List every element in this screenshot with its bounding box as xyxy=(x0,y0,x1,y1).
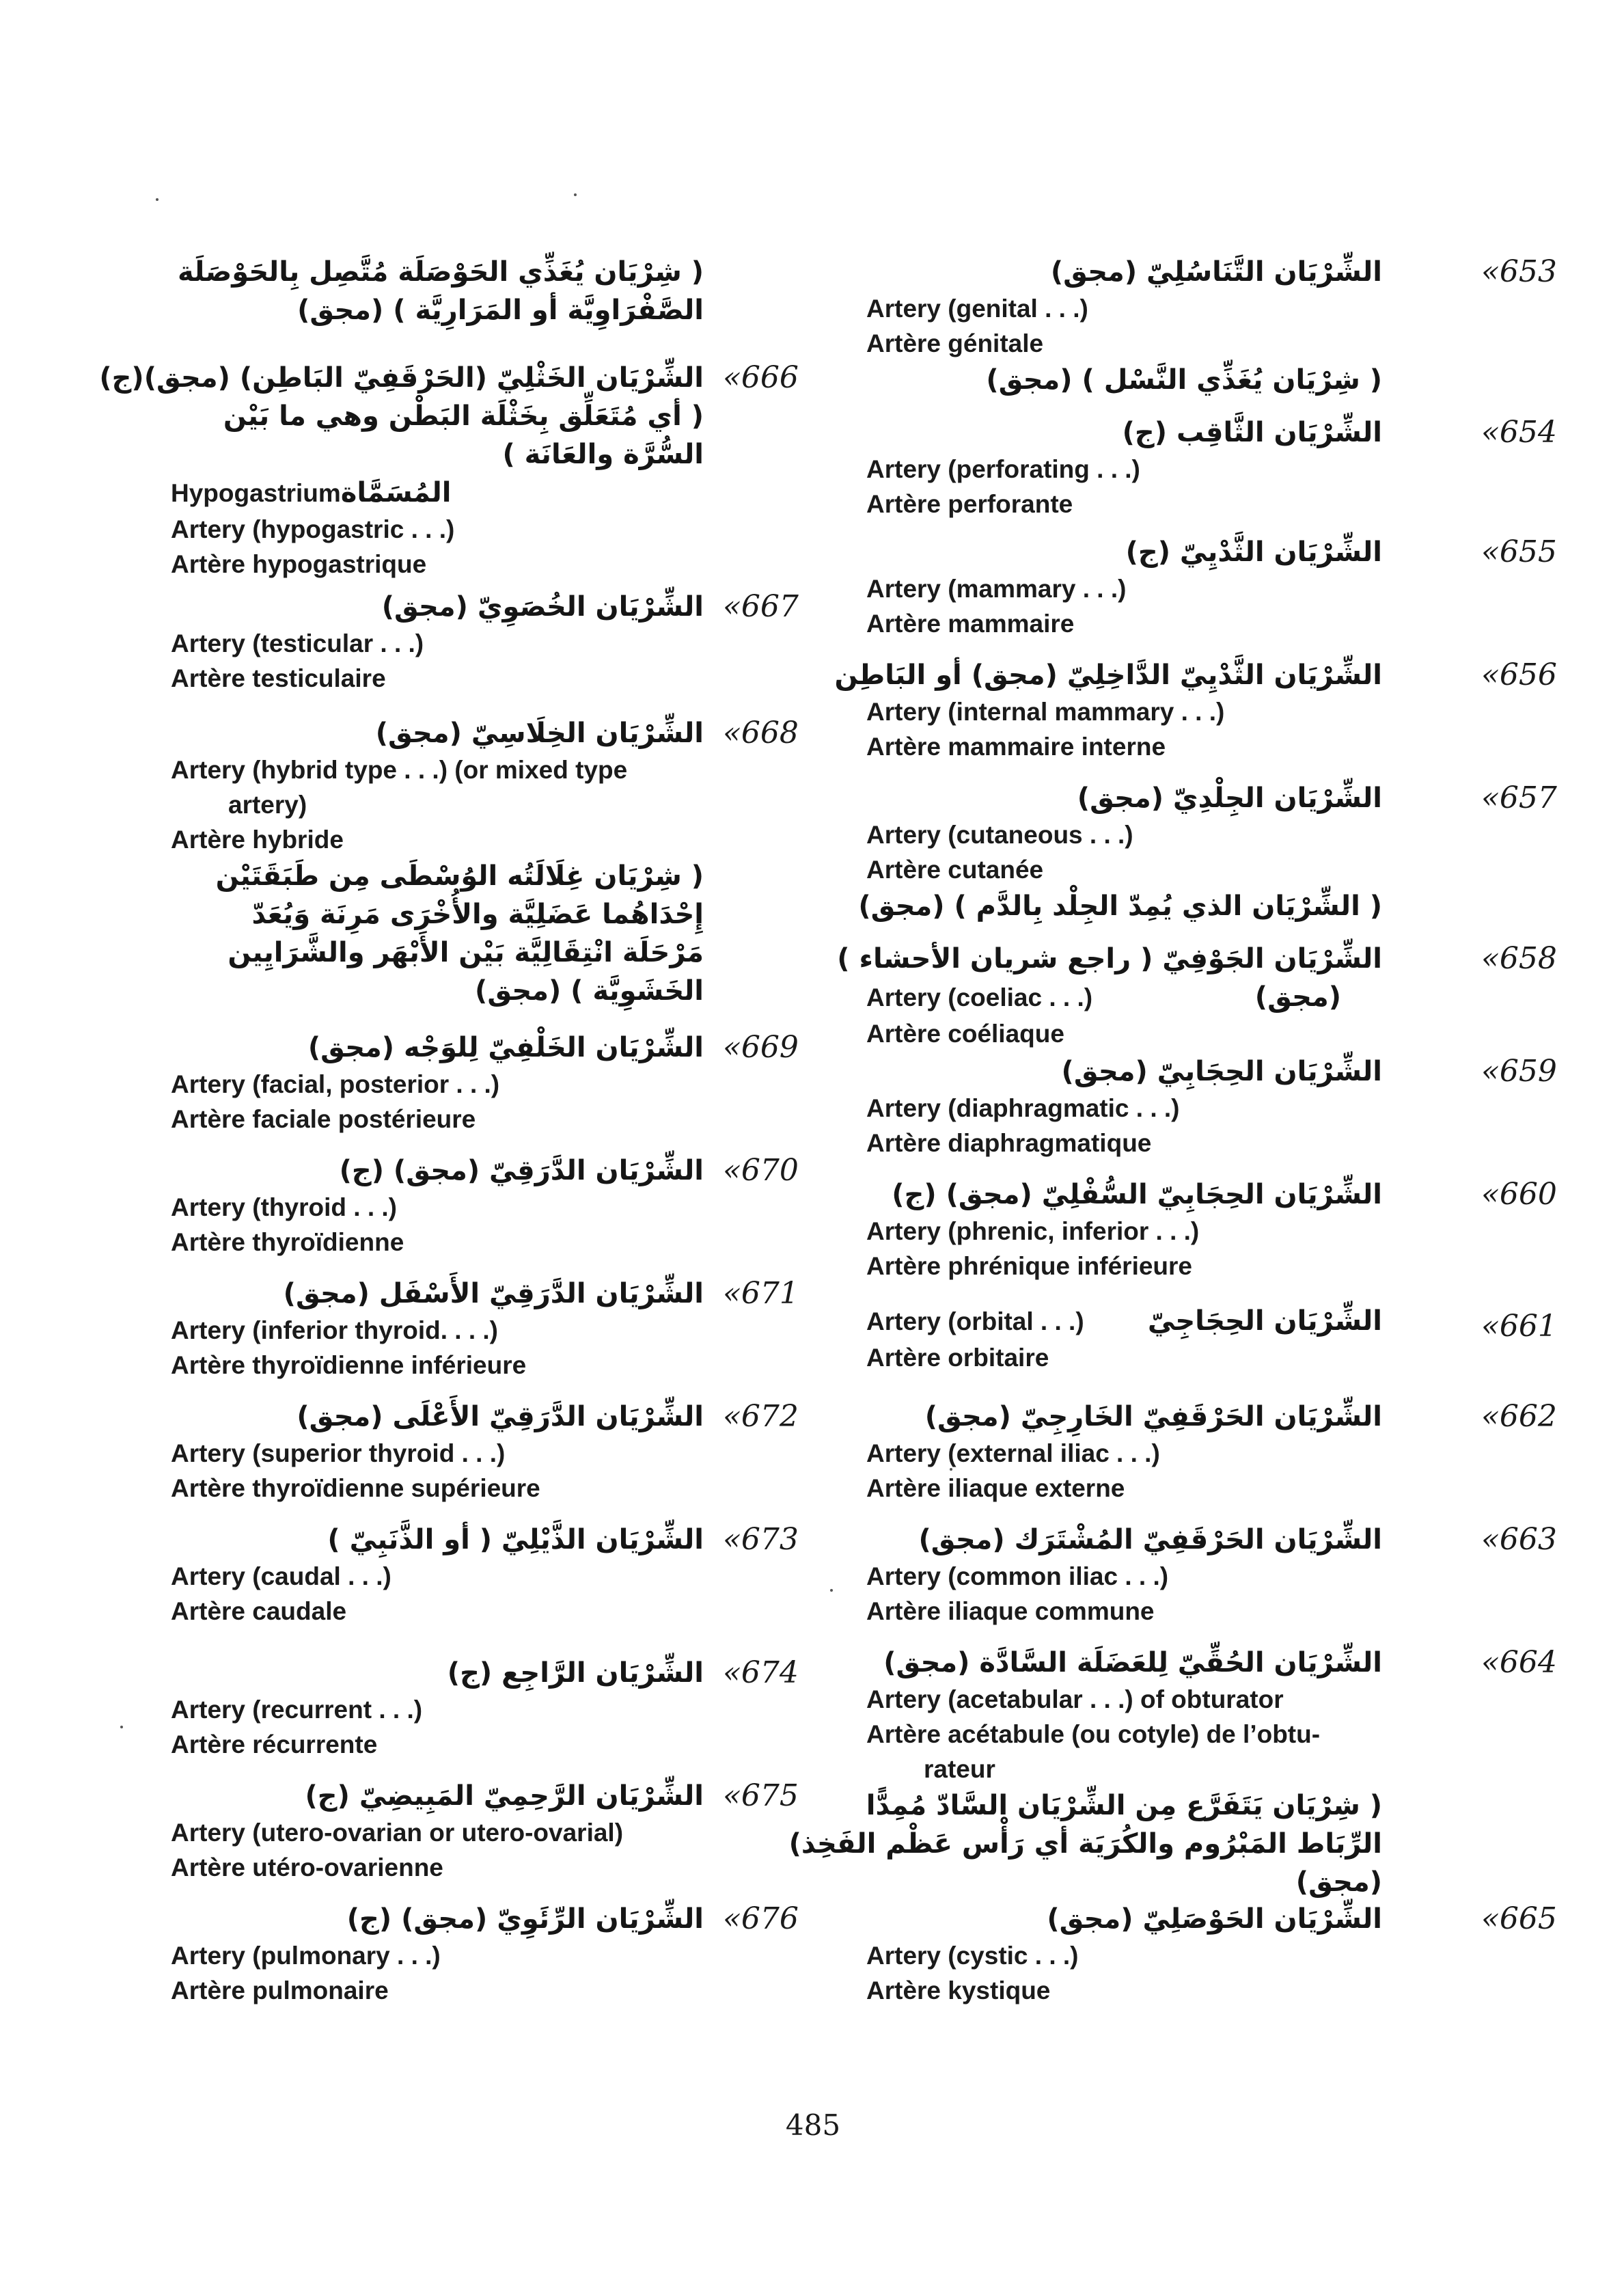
english-term: Artery (diaphragmatic . . .) xyxy=(866,1094,1180,1122)
french-term: Artère orbitaire xyxy=(866,1344,1049,1372)
french-term: Artère iliaque externe xyxy=(866,1474,1125,1502)
arabic-note-line: الصَّفْرَاوِيَّة أو المَرَارِيَّة ) (مجق) xyxy=(297,295,704,326)
french-term: Artère acétabule (ou cotyle) de l’obtu- xyxy=(866,1720,1321,1748)
arabic-note-line: إِحْدَاهُما عَضَلِيَّة والأُخْرَى مَرِنَة وَيُعَدّ xyxy=(251,899,704,930)
english-term: Artery (utero-ovarian or utero-ovarial) xyxy=(171,1819,624,1847)
entry-number: «675 xyxy=(723,1778,799,1813)
entry-number: «664 xyxy=(1481,1645,1557,1680)
french-term: Artère diaphragmatique xyxy=(866,1129,1152,1157)
entry-663 xyxy=(866,1521,1591,1629)
scan-speck xyxy=(156,198,159,201)
scan-speck xyxy=(830,1589,833,1592)
entry-number: «674 xyxy=(723,1655,799,1690)
arabic-term: الشِّرْيَان الرَّحِمِيّ المَبِيضِيّ (ج) xyxy=(305,1780,704,1812)
entry-670 xyxy=(171,1152,799,1260)
french-term: Artère caudale xyxy=(171,1597,347,1625)
entry-number: «667 xyxy=(723,589,799,624)
english-term: Artery (mammary . . .) xyxy=(866,575,1127,603)
french-term: Artère hypogastrique xyxy=(171,550,427,578)
english-term: Artery (cutaneous . . .) xyxy=(866,821,1133,849)
french-term: Artère kystique xyxy=(866,1976,1051,2004)
entry-676 xyxy=(171,1900,799,2008)
entry-668 xyxy=(171,714,799,1010)
english-term: Artery (internal mammary . . .) xyxy=(866,698,1225,726)
french-term-cont: rateur xyxy=(924,1755,995,1783)
english-term: Artery (common iliac . . .) xyxy=(866,1562,1169,1590)
french-term: Artère faciale postérieure xyxy=(171,1105,476,1133)
arabic-term: الشِّرْيَان الدَّرَقِيّ الأَعْلَى (مجق) xyxy=(297,1401,704,1432)
arabic-label: المُسَمَّاة xyxy=(340,477,452,508)
entry-675 xyxy=(171,1777,799,1885)
scan-speck xyxy=(950,1468,952,1471)
english-term: Artery (cystic . . .) xyxy=(866,1942,1079,1970)
arabic-term: الشِّرْيَان الرَّاجِع (ج) xyxy=(447,1657,704,1689)
english-term: Artery (superior thyroid . . .) xyxy=(171,1439,506,1467)
entry-661 xyxy=(866,1302,1591,1375)
english-term: Artery (phrenic, inferior . . .) xyxy=(866,1217,1200,1245)
english-term: Artery (external iliac . . .) xyxy=(866,1439,1160,1467)
arabic-note-line: ( شِرْيَان يَتَفَرَّع مِن الشِّرْيَان السَّادّ مُمِدًّا xyxy=(866,1790,1382,1821)
arabic-term: الشِّرْيَان الجِلْدِيّ (مجق) xyxy=(1077,783,1382,814)
entry-number: «665 xyxy=(1481,1901,1557,1936)
english-term: Artery (recurrent . . .) xyxy=(171,1696,423,1724)
entry-658 xyxy=(837,940,1591,1051)
english-term: Artery (hypogastric . . .) xyxy=(171,515,455,543)
entry-number: «659 xyxy=(1481,1054,1557,1089)
arabic-term: الشِّرْيَان الحِجَابِيّ (مجق) xyxy=(1061,1056,1382,1087)
arabic-note-line: ( أي مُتَعَلِّق بِخَثْلَة البَطْن وهي ما بَيْن xyxy=(223,400,704,432)
arabic-note-line: ( الشِّرْيَان الذي يُمِدّ الجِلْد بِالدَّم ) (مجق) xyxy=(858,891,1382,922)
entry-656 xyxy=(834,656,1591,764)
english-term: Artery (pulmonary . . .) xyxy=(171,1942,441,1970)
french-term: Artère phrénique inférieure xyxy=(866,1252,1193,1280)
entry-number: «673 xyxy=(723,1522,799,1557)
arabic-term: الشِّرْيَان الثَّدْيِيّ (ج) xyxy=(1125,536,1382,568)
english-term: Hypogastrium xyxy=(171,479,341,507)
entry-number: «670 xyxy=(723,1153,799,1188)
arabic-note-line: الرِّبَاط المَبْرُوم والكُرَيَة أي رَأْس عَظْم الفَخِذ) xyxy=(788,1828,1382,1860)
arabic-term: الشِّرْيَان الخُصَوِيّ (مجق) xyxy=(381,591,704,623)
english-row xyxy=(866,978,1382,1016)
arabic-term: الشِّرْيَان الثَّدْيِيّ الدَّاخِلِيّ (مجق) أو البَاطِن xyxy=(834,660,1382,691)
scan-speck xyxy=(574,193,577,196)
entry-number: «655 xyxy=(1481,534,1557,569)
arabic-term: الشِّرْيَان الخِلَاسِيّ (مجق) xyxy=(375,718,704,749)
entry-number: «657 xyxy=(1481,780,1557,815)
english-term: Artery (testicular . . .) xyxy=(171,629,424,657)
french-term: Artère mammaire xyxy=(866,610,1075,638)
english-term: Artery (genital . . .) xyxy=(866,295,1088,323)
entry-653 xyxy=(866,253,1591,399)
arabic-note-line: السُّرَّة والعَانَة ) xyxy=(502,439,704,470)
arabic-term: الشِّرْيَان الدَّرَقِيّ الأَسْفَل (مجق) xyxy=(283,1278,704,1309)
entry-number: «654 xyxy=(1481,415,1557,450)
right-column xyxy=(788,0,1624,2284)
arabic-term: الشِّرْيَان الجَوْفِيّ ( راجع شريان الأحشاء ) xyxy=(837,943,1382,975)
entry-669 xyxy=(171,1029,799,1137)
arabic-term: الشِّرْيَان الذَّيْلِيّ ( أو الذَّنَبِيّ ) xyxy=(327,1524,704,1555)
english-term: Artery (perforating . . .) xyxy=(866,455,1140,483)
arabic-term: الشِّرْيَان الحَوْصَلِيّ (مجق) xyxy=(1047,1903,1382,1935)
arabic-term: الشِّرْيَان الحِجَابِيّ السُّفْلِيّ (مجق) (ج) xyxy=(892,1179,1382,1210)
french-term: Artère mammaire interne xyxy=(866,733,1166,761)
english-term: Artery (orbital . . .) xyxy=(866,1307,1084,1335)
english-term: Artery (caudal . . .) xyxy=(171,1562,391,1590)
entry-666 xyxy=(99,359,799,582)
french-term: Artère testiculaire xyxy=(171,664,386,692)
arabic-note-line: ( شِرْيَان يُغَذِّي النَّسْل ) (مجق) xyxy=(986,364,1382,396)
entry-number: «671 xyxy=(723,1276,799,1311)
arabic-term: الشِّرْيَان الرِّئَوِيّ (مجق) (ج) xyxy=(346,1903,704,1935)
entry-number: «666 xyxy=(723,360,799,395)
entry-number: «668 xyxy=(723,716,799,750)
entry-665 xyxy=(866,1900,1591,2008)
arabic-term: الشِّرْيَان الخَثْلِيّ (الحَرْقَفِيّ البَاطِن) (مجق)(ج) xyxy=(99,362,704,394)
arabic-term: الشِّرْيَان التَّنَاسُلِيّ (مجق) xyxy=(1050,256,1382,288)
english-term: Artery (coeliac . . .) xyxy=(866,983,1093,1011)
french-term: Artère perforante xyxy=(866,490,1073,518)
entry-number: «656 xyxy=(1481,657,1557,692)
term-row xyxy=(866,1302,1382,1340)
arabic-term: الشِّرْيَان الحَرْقَفِيّ المُشْتَرَك (مجق) xyxy=(918,1524,1382,1555)
french-term: Artère récurrente xyxy=(171,1730,378,1758)
entry-number: «661 xyxy=(1481,1309,1557,1344)
entry-660 xyxy=(866,1175,1591,1283)
french-term: Artère coéliaque xyxy=(866,1020,1064,1048)
entry-number: «669 xyxy=(723,1030,799,1065)
entry-672 xyxy=(171,1398,799,1506)
arabic-term: الشِّرْيَان الثَّاقِب (ج) xyxy=(1122,417,1382,448)
arabic-tag: (مجق) xyxy=(1254,981,1341,1013)
arabic-term: الشِّرْيَان الحَرْقَفِيّ الخَارِجِيّ (مجق) xyxy=(924,1401,1382,1432)
entry-674 xyxy=(171,1654,799,1762)
hypogastrium-row xyxy=(171,474,704,512)
entry-654 xyxy=(866,413,1591,521)
english-term: Artery (inferior thyroid. . . .) xyxy=(171,1316,498,1344)
page-number: 485 xyxy=(785,2108,841,2142)
french-term: Artère thyroïdienne inférieure xyxy=(171,1351,527,1379)
entry-number: «663 xyxy=(1481,1522,1557,1557)
entry-number: «658 xyxy=(1481,941,1557,976)
entry-671 xyxy=(171,1275,799,1383)
entry-657 xyxy=(858,779,1591,925)
english-term: Artery (thyroid . . .) xyxy=(171,1193,397,1221)
entry-number: «672 xyxy=(723,1399,799,1434)
french-term: Artère iliaque commune xyxy=(866,1597,1155,1625)
english-term: Artery (acetabular . . .) of obturator xyxy=(866,1685,1284,1713)
arabic-term: الشِّرْيَان الحُقِّيّ لِلعَضَلَة السَّادَّة (مجق) xyxy=(883,1647,1382,1678)
entry-667 xyxy=(171,588,799,696)
entry-662 xyxy=(866,1398,1591,1506)
entry-655 xyxy=(866,533,1591,641)
arabic-note-line: ( شِرْيَان يُغَذِّي الحَوْصَلَة مُتَّصِل بِالحَوْصَلَة xyxy=(178,256,704,288)
french-term: Artère thyroïdienne supérieure xyxy=(171,1474,540,1502)
entry-number: «653 xyxy=(1481,254,1557,289)
arabic-term: الشِّرْيَان الحِجَاجِيّ xyxy=(1147,1305,1382,1337)
french-term: Artère utéro-ovarienne xyxy=(171,1853,443,1881)
entry-664 xyxy=(788,1644,1591,1901)
french-term: Artère hybride xyxy=(171,826,344,854)
arabic-term: الشِّرْيَان الخَلْفِيّ لِلوَجْه (مجق) xyxy=(307,1032,704,1063)
entry-659 xyxy=(866,1052,1591,1160)
arabic-note-line: الخَشَوِيَّة ) (مجق) xyxy=(475,975,704,1007)
entry-number: «660 xyxy=(1481,1177,1557,1212)
arabic-note-line: ( شِرْيَان غِلَالَتُه الوُسْطَى مِن طَبَقَتَيْن xyxy=(215,860,704,892)
english-term: Artery (facial, posterior . . .) xyxy=(171,1070,500,1098)
french-term: Artère pulmonaire xyxy=(171,1976,389,2004)
french-term: Artère cutanée xyxy=(866,856,1044,884)
arabic-note-line: (مجق) xyxy=(1295,1866,1382,1898)
french-term: Artère thyroïdienne xyxy=(171,1228,404,1256)
english-term: Artery (hybrid type . . .) (or mixed type xyxy=(171,756,628,784)
english-term-cont: artery) xyxy=(228,791,307,819)
continuation-note xyxy=(171,253,704,329)
entry-673 xyxy=(171,1521,799,1629)
french-term: Artère génitale xyxy=(866,329,1044,357)
scan-speck xyxy=(120,1726,123,1728)
entry-number: «662 xyxy=(1481,1399,1557,1434)
entry-number: «676 xyxy=(723,1901,799,1936)
arabic-term: الشِّرْيَان الدَّرَقِيّ (مجق) (ج) xyxy=(339,1155,704,1186)
arabic-note-line: مَرْحَلَة انْتِقَالِيَّة بَيْن الأَبْهَر والشَّرَايِين xyxy=(228,937,704,968)
